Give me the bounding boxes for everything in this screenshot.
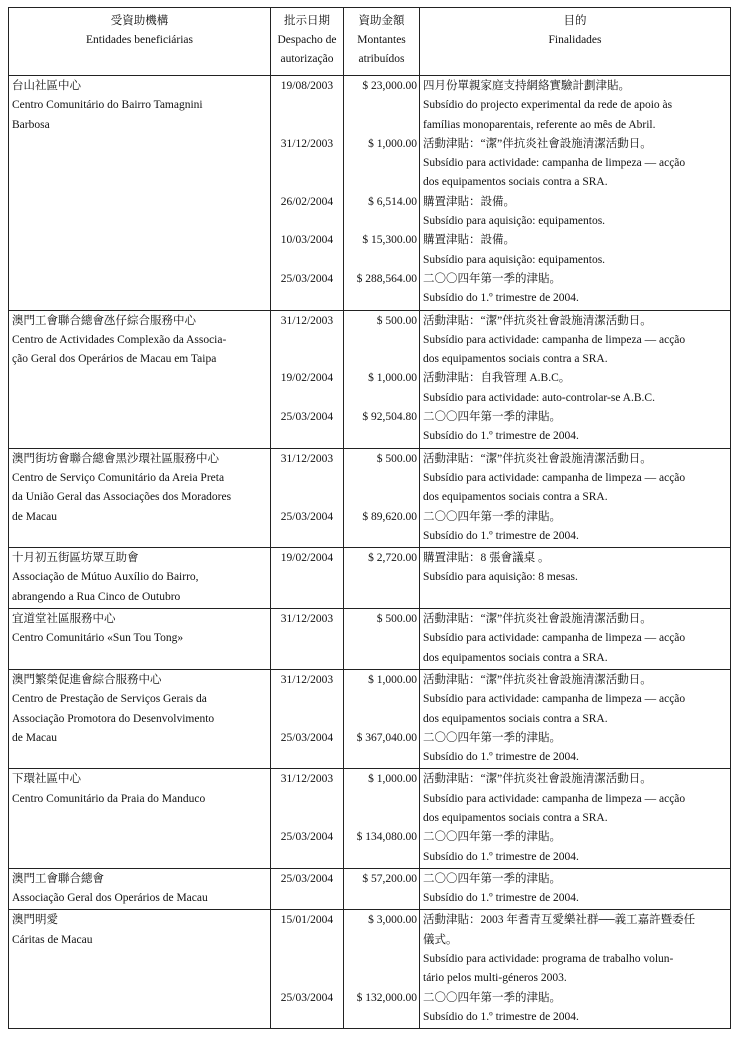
entity-name-line: de Macau xyxy=(12,510,58,523)
amount-cell xyxy=(344,548,420,609)
header-date-pt-1: Despacho de xyxy=(277,34,337,46)
grant-date: 25/03/2004 xyxy=(280,991,334,1004)
grant-amount: $ 3,000.00 xyxy=(368,914,417,927)
entity-cell xyxy=(9,669,271,768)
header-entity-pt: Entidades beneficiárias xyxy=(86,34,193,46)
grant-purpose-line: 二〇〇四年第一季的津貼。 xyxy=(423,872,561,885)
table-row xyxy=(9,76,731,311)
entity-cell xyxy=(9,76,271,311)
grant-purpose-line: Subsídio do 1.º trimestre de 2004. xyxy=(423,850,579,863)
grant-amount: $ 23,000.00 xyxy=(362,80,417,92)
spacer xyxy=(344,710,417,729)
purpose-cell xyxy=(420,448,731,547)
spacer xyxy=(344,568,417,587)
grant-purpose-line: 活動津貼：“潔”伴抗炎社會設施清潔活動日。 xyxy=(423,673,652,686)
spacer xyxy=(344,427,417,446)
spacer xyxy=(271,649,343,668)
entity-name-line: Centro Comunitário «Sun Tou Tong» xyxy=(12,632,184,645)
grant-date: 19/08/2003 xyxy=(280,80,334,92)
grant-amount: $ 1,000.00 xyxy=(368,372,417,385)
grant-purpose-line: famílias monoparentais, referente ao mês de Abril. xyxy=(423,118,656,131)
grant-purpose-line: 活動津貼：“潔”伴抗炎社會設施清潔活動日。 xyxy=(423,613,652,626)
grant-amount: $ 6,514.00 xyxy=(368,195,417,208)
grant-purpose-line: 二〇〇四年第一季的津貼。 xyxy=(423,831,561,844)
entity-name-line: Centro Comunitário do Bairro Tamagnini xyxy=(12,99,203,112)
grant-purpose-line: dos equipamentos sociais contra a SRA. xyxy=(423,651,608,664)
entity-name-line: Centro de Prestação de Serviços Gerais da xyxy=(12,693,207,706)
entity-name-line: Associação Geral dos Operários de Macau xyxy=(12,892,208,905)
grant-date: 19/02/2004 xyxy=(280,372,334,385)
amount-cell xyxy=(344,669,420,768)
grant-purpose-line: Subsídio do 1.º trimestre de 2004. xyxy=(423,529,579,542)
grant-amount: $ 15,300.00 xyxy=(362,234,417,247)
grant-purpose-line: Subsídio para aquisição: equipamentos. xyxy=(423,253,606,266)
grant-amount: $ 500.00 xyxy=(376,613,417,626)
grants-table xyxy=(8,7,731,1029)
purpose-cell xyxy=(420,669,731,768)
entity-name-line: 宜道堂社區服務中心 xyxy=(12,613,116,626)
grant-purpose-line: tário pelos multi-géneros 2003. xyxy=(423,972,567,985)
entity-name-line: 十月初五街區坊眾互助會 xyxy=(12,552,139,565)
grant-purpose-line: 購置津貼：設備。 xyxy=(423,234,515,247)
grant-purpose-line: 活動津貼：“潔”伴抗炎社會設施清潔活動日。 xyxy=(423,137,652,150)
spacer xyxy=(344,212,417,231)
grant-purpose-line: 二〇〇四年第一季的津貼。 xyxy=(423,411,561,424)
grant-purpose-line: Subsídio do 1.º trimestre de 2004. xyxy=(423,430,579,443)
spacer xyxy=(271,427,343,446)
date-cell xyxy=(271,910,344,1029)
grant-purpose-line: dos equipamentos sociais contra a SRA. xyxy=(423,176,608,189)
grant-amount: $ 1,000.00 xyxy=(368,673,417,686)
spacer xyxy=(271,527,343,546)
grant-date: 25/03/2004 xyxy=(280,411,334,424)
grant-date: 31/12/2003 xyxy=(280,773,334,786)
grant-amount: $ 367,040.00 xyxy=(356,731,417,744)
spacer xyxy=(271,748,343,767)
entity-name-line: 台山社區中心 xyxy=(12,80,81,92)
entity-name-line: 澳門街坊會聯合總會黑沙環社區服務中心 xyxy=(12,452,219,465)
grant-purpose-line: Subsídio para actividade: programa de trabalho volun- xyxy=(423,953,674,966)
spacer xyxy=(344,748,417,767)
date-cell xyxy=(271,609,344,670)
purpose-cell xyxy=(420,76,731,311)
grant-date: 31/12/2003 xyxy=(280,452,334,465)
purpose-cell xyxy=(420,310,731,448)
table-row xyxy=(9,910,731,1029)
grant-date: 10/03/2004 xyxy=(280,234,334,247)
entity-name-line: Centro de Actividades Complexão da Associa- xyxy=(12,333,227,346)
spacer xyxy=(344,96,417,115)
grant-date: 15/01/2004 xyxy=(280,914,334,927)
spacer xyxy=(271,116,343,135)
amount-cell xyxy=(344,310,420,448)
grant-purpose-line: dos equipamentos sociais contra a SRA. xyxy=(423,353,608,366)
table-body xyxy=(9,76,731,1029)
spacer xyxy=(271,790,343,809)
grant-date: 25/03/2004 xyxy=(280,272,334,285)
entity-cell xyxy=(9,609,271,670)
spacer xyxy=(271,1008,343,1027)
grant-date: 31/12/2003 xyxy=(280,613,334,626)
grant-purpose-line: 二〇〇四年第一季的津貼。 xyxy=(423,510,561,523)
spacer xyxy=(344,289,417,308)
entity-cell xyxy=(9,868,271,910)
entity-cell xyxy=(9,310,271,448)
entity-name-line: 澳門工會聯合總會氹仔綜合服務中心 xyxy=(12,314,196,327)
grant-purpose-line: 儀式。 xyxy=(423,933,458,946)
grant-amount: $ 1,000.00 xyxy=(368,773,417,786)
grant-amount: $ 500.00 xyxy=(376,452,417,465)
amount-cell xyxy=(344,76,420,311)
spacer xyxy=(344,527,417,546)
purpose-cell xyxy=(420,609,731,670)
grant-purpose-line: dos equipamentos sociais contra a SRA. xyxy=(423,491,608,504)
grant-purpose-line: 購置津貼：8 張會議桌 。 xyxy=(423,552,550,565)
spacer xyxy=(271,969,343,988)
header-purpose xyxy=(420,8,731,76)
purpose-cell xyxy=(420,910,731,1029)
grant-amount: $ 132,000.00 xyxy=(356,991,417,1004)
grant-date: 26/02/2004 xyxy=(280,195,334,208)
grant-amount: $ 134,080.00 xyxy=(356,831,417,844)
spacer xyxy=(271,96,343,115)
grant-purpose-line: 活動津貼：“潔”伴抗炎社會設施清潔活動日。 xyxy=(423,773,652,786)
grant-amount: $ 288,564.00 xyxy=(356,272,417,285)
grant-purpose-line: Subsídio para actividade: campanha de limpeza — acção xyxy=(423,157,686,170)
grant-date: 19/02/2004 xyxy=(280,552,334,565)
header-amount-pt-2: atribuídos xyxy=(358,53,405,65)
spacer xyxy=(344,331,417,350)
header-entity xyxy=(9,8,271,76)
grant-purpose-line: Subsídio do 1.º trimestre de 2004. xyxy=(423,292,579,305)
date-cell xyxy=(271,76,344,311)
grant-date: 25/03/2004 xyxy=(280,831,334,844)
header-date-zh: 批示日期 xyxy=(284,15,330,27)
header-date xyxy=(271,8,344,76)
grant-purpose-line: Subsídio do 1.º trimestre de 2004. xyxy=(423,751,579,764)
grant-purpose-line: 二〇〇四年第一季的津貼。 xyxy=(423,731,561,744)
entity-name-line: 下環社區中心 xyxy=(12,773,81,786)
spacer xyxy=(271,710,343,729)
grant-date: 31/12/2003 xyxy=(280,314,334,327)
purpose-cell xyxy=(420,548,731,609)
amount-cell xyxy=(344,868,420,910)
grant-amount: $ 1,000.00 xyxy=(368,137,417,150)
spacer xyxy=(344,116,417,135)
date-cell xyxy=(271,669,344,768)
table-row xyxy=(9,609,731,670)
date-cell xyxy=(271,548,344,609)
spacer xyxy=(271,889,343,908)
entity-name-line: Centro Comunitário da Praia do Manduco xyxy=(12,792,206,805)
grant-purpose-line: Subsídio para actividade: campanha de limpeza — acção xyxy=(423,471,686,484)
spacer xyxy=(271,809,343,828)
entity-name-line: ção Geral dos Operários de Macau em Taipa xyxy=(12,353,217,366)
amount-cell xyxy=(344,910,420,1029)
grant-date: 31/12/2003 xyxy=(280,137,334,150)
entity-name-line: Associação Promotora do Desenvolvimento xyxy=(12,712,215,725)
spacer xyxy=(344,488,417,507)
grant-purpose-line: dos equipamentos sociais contra a SRA. xyxy=(423,811,608,824)
spacer xyxy=(271,331,343,350)
grant-purpose-line: 二〇〇四年第一季的津貼。 xyxy=(423,272,561,285)
grant-purpose-line: Subsídio do 1.º trimestre de 2004. xyxy=(423,892,579,905)
entity-name-line: de Macau xyxy=(12,731,58,744)
purpose-cell xyxy=(420,769,731,868)
table-row xyxy=(9,448,731,547)
spacer xyxy=(344,173,417,192)
header-entity-zh: 受資助機構 xyxy=(110,15,169,27)
entity-cell xyxy=(9,448,271,547)
entity-name-line: 澳門繁榮促進會綜合服務中心 xyxy=(12,673,162,686)
entity-name-line: 澳門明愛 xyxy=(12,914,58,927)
amount-cell xyxy=(344,448,420,547)
header-purpose-zh: 目的 xyxy=(563,15,587,27)
grant-amount: $ 2,720.00 xyxy=(368,552,417,565)
date-cell xyxy=(271,769,344,868)
spacer xyxy=(344,629,417,648)
amount-cell xyxy=(344,769,420,868)
spacer xyxy=(344,350,417,369)
spacer xyxy=(344,690,417,709)
spacer xyxy=(344,154,417,173)
spacer xyxy=(344,848,417,867)
entity-cell xyxy=(9,769,271,868)
grant-date: 25/03/2004 xyxy=(280,731,334,744)
grant-purpose-line: Subsídio do 1.º trimestre de 2004. xyxy=(423,1010,579,1023)
grant-amount: $ 57,200.00 xyxy=(362,872,417,885)
entity-name-line: Centro de Serviço Comunitário da Areia Preta xyxy=(12,471,225,484)
entity-name-line: Cáritas de Macau xyxy=(12,933,93,946)
grant-purpose-line: Subsídio para actividade: auto-controlar-se A.B.C. xyxy=(423,391,655,404)
spacer xyxy=(344,389,417,408)
grant-purpose-line: 活動津貼：自我管理 A.B.C。 xyxy=(423,372,571,385)
spacer xyxy=(271,931,343,950)
date-cell xyxy=(271,868,344,910)
table-row xyxy=(9,868,731,910)
spacer xyxy=(271,251,343,270)
spacer xyxy=(344,809,417,828)
entity-name-line: abrangendo a Rua Cinco de Outubro xyxy=(12,590,181,603)
date-cell xyxy=(271,310,344,448)
header-date-pt-2: autorização xyxy=(280,53,334,65)
grant-amount: $ 92,504.80 xyxy=(362,411,417,424)
spacer xyxy=(271,154,343,173)
header-amount xyxy=(344,8,420,76)
grant-purpose-line: dos equipamentos sociais contra a SRA. xyxy=(423,712,608,725)
spacer xyxy=(344,469,417,488)
spacer xyxy=(271,488,343,507)
table-header-row xyxy=(9,8,731,76)
spacer xyxy=(344,790,417,809)
spacer xyxy=(271,350,343,369)
spacer xyxy=(271,173,343,192)
grant-purpose-line: Subsídio para aquisição: equipamentos. xyxy=(423,215,606,228)
entity-name-line: 澳門工會聯合總會 xyxy=(12,872,104,885)
spacer xyxy=(271,629,343,648)
grant-date: 25/03/2004 xyxy=(280,872,334,885)
grant-purpose-line: Subsídio para actividade: campanha de limpeza — acção xyxy=(423,632,686,645)
grant-date: 31/12/2003 xyxy=(280,673,334,686)
table-row xyxy=(9,548,731,609)
date-cell xyxy=(271,448,344,547)
spacer xyxy=(344,969,417,988)
spacer xyxy=(344,931,417,950)
entity-name-line: Barbosa xyxy=(12,118,50,131)
grant-date: 25/03/2004 xyxy=(280,510,334,523)
grant-purpose-line: Subsídio do projecto experimental da rede de apoio às xyxy=(423,99,673,112)
grant-purpose-line: 活動津貼：2003 年耆青互愛樂社群──義工嘉許暨委任 xyxy=(423,914,696,927)
grant-purpose-line: Subsídio para aquisição: 8 mesas. xyxy=(423,571,578,584)
table-row xyxy=(9,769,731,868)
spacer xyxy=(271,469,343,488)
table-row xyxy=(9,669,731,768)
purpose-cell xyxy=(420,868,731,910)
grant-purpose-line: 四月份單親家庭支持網絡實驗計劃津貼。 xyxy=(423,80,630,92)
spacer xyxy=(271,690,343,709)
header-purpose-pt: Finalidades xyxy=(548,34,602,46)
spacer xyxy=(271,950,343,969)
amount-cell xyxy=(344,609,420,670)
grant-amount: $ 89,620.00 xyxy=(362,510,417,523)
grant-amount: $ 500.00 xyxy=(376,314,417,327)
header-amount-pt-1: Montantes xyxy=(357,34,406,46)
spacer xyxy=(271,389,343,408)
grant-purpose-line: Subsídio para actividade: campanha de limpeza — acção xyxy=(423,333,686,346)
spacer xyxy=(344,1008,417,1027)
grant-purpose-line: 二〇〇四年第一季的津貼。 xyxy=(423,991,561,1004)
grant-purpose-line: 購置津貼：設備。 xyxy=(423,195,515,208)
entity-cell xyxy=(9,910,271,1029)
spacer xyxy=(344,889,417,908)
spacer xyxy=(344,950,417,969)
grant-purpose-line: Subsídio para actividade: campanha de limpeza — acção xyxy=(423,792,686,805)
spacer xyxy=(344,649,417,668)
spacer xyxy=(271,568,343,587)
grant-purpose-line: Subsídio para actividade: campanha de limpeza — acção xyxy=(423,693,686,706)
table-row xyxy=(9,310,731,448)
spacer xyxy=(271,289,343,308)
grant-purpose-line: 活動津貼：“潔”伴抗炎社會設施清潔活動日。 xyxy=(423,314,652,327)
entity-name-line: Associação de Mútuo Auxílio do Bairro, xyxy=(12,571,199,584)
entity-cell xyxy=(9,548,271,609)
spacer xyxy=(271,848,343,867)
spacer xyxy=(344,251,417,270)
spacer xyxy=(271,212,343,231)
header-amount-zh: 資助金額 xyxy=(358,15,405,27)
grant-purpose-line: 活動津貼：“潔”伴抗炎社會設施清潔活動日。 xyxy=(423,452,652,465)
entity-name-line: da União Geral das Associações dos Moradores xyxy=(12,491,232,504)
